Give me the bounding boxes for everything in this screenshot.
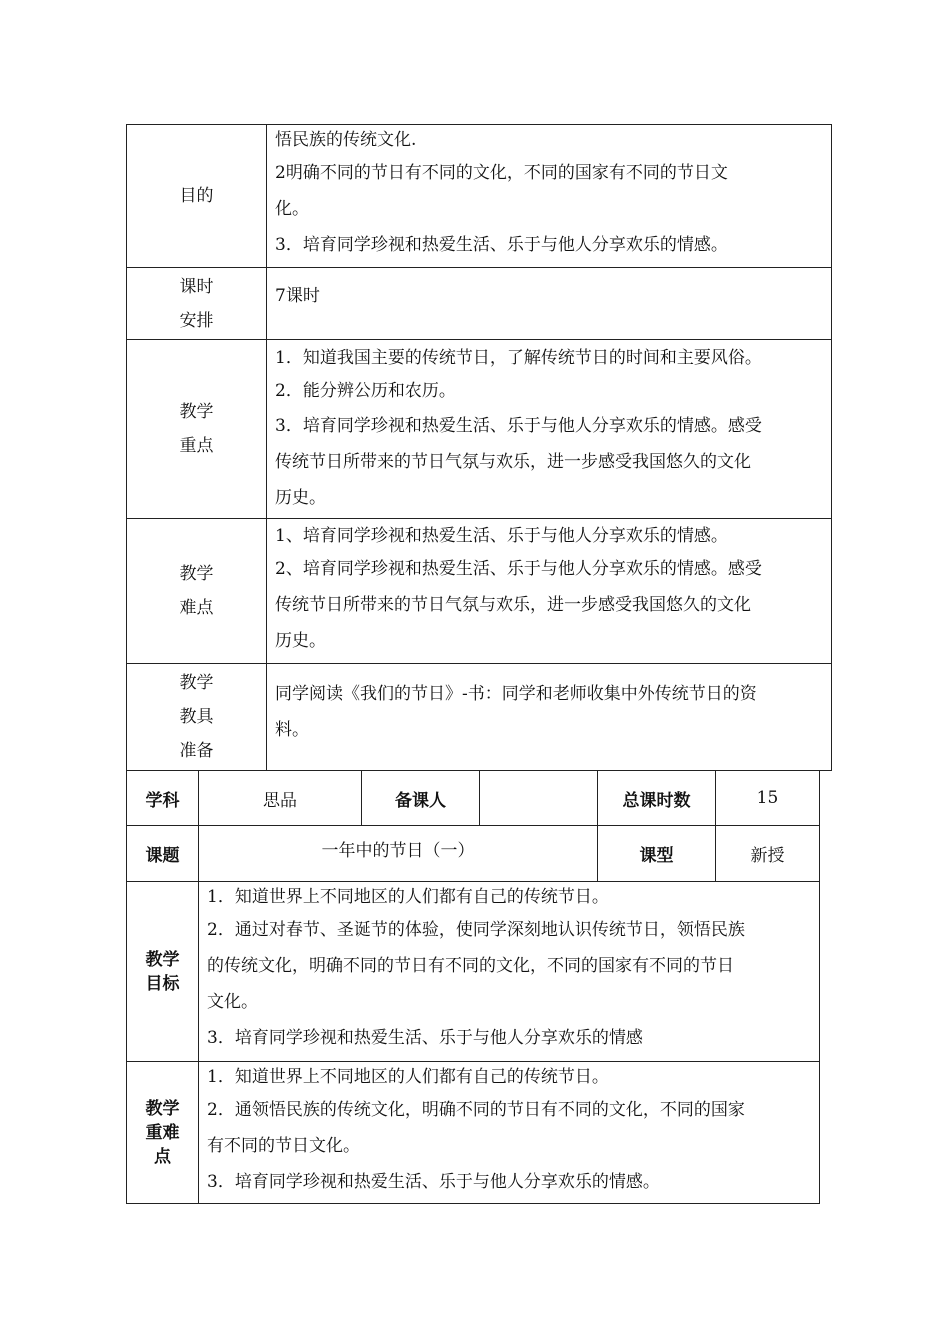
materials-content: 同学阅读《我们的节日》-书：同学和老师收集中外传统节日的资 料。: [267, 664, 832, 771]
table-row: [127, 268, 832, 340]
table-row: [127, 1062, 820, 1204]
key-points-content: 1．知道我国主要的传统节日，了解传统节日的时间和主要风俗。 2．能分辨公历和农历。 3．培育同学珍视和热爱生活、乐于与他人分享欢乐的情感。感受 传统节日所带来的节日气氛与欢乐，进一步感受我国悠久的文化 历史。: [267, 340, 832, 519]
subject-label: 学科: [127, 771, 199, 826]
lesson-plan-table-continued: [126, 124, 832, 771]
table-row: [127, 882, 820, 1062]
schedule-content: 7课时: [267, 268, 832, 340]
type-value: 新授: [716, 826, 820, 882]
topic-value: 一年中的节日（一）: [199, 826, 598, 882]
goals-label: 教学 目标: [127, 882, 199, 1062]
table-row: [127, 519, 832, 664]
table-row: [127, 771, 820, 826]
subject-value: 思品: [199, 771, 362, 826]
total-hours-label: 总课时数: [598, 771, 716, 826]
lesson-header-table: [126, 770, 820, 1204]
table-row: [127, 664, 832, 771]
preparer-label: 备课人: [362, 771, 480, 826]
type-label: 课型: [598, 826, 716, 882]
purpose-content: 悟民族的传统文化. 2明确不同的节日有不同的文化，不同的国家有不同的节日文 化。 3．培育同学珍视和热爱生活、乐于与他人分享欢乐的情感。: [267, 125, 832, 268]
table-row: [127, 826, 820, 882]
row-label-key-points: 教学 重点: [127, 340, 267, 519]
row-label-schedule: 课时 安排: [127, 268, 267, 340]
table-row: [127, 125, 832, 268]
keypoints-content: 1．知道世界上不同地区的人们都有自己的传统节日。 2．通领悟民族的传统文化，明确不同的节日有不同的文化，不同的国家 有不同的节日文化。 3．培育同学珍视和热爱生活、乐于与他人分享欢乐的情感。: [199, 1062, 820, 1204]
total-hours-value: 15: [716, 771, 820, 826]
topic-label: 课题: [127, 826, 199, 882]
row-label-materials: 教学 教具 准备: [127, 664, 267, 771]
keypoints-label: 教学 重难 点: [127, 1062, 199, 1204]
row-label-purpose: 目的: [127, 125, 267, 268]
goals-content: 1．知道世界上不同地区的人们都有自己的传统节日。 2．通过对春节、圣诞节的体验，使同学深刻地认识传统节日，领悟民族 的传统文化，明确不同的节日有不同的文化，不同的国家有不同的节日 文化。 3．培育同学珍视和热爱生活、乐于与他人分享欢乐的情感: [199, 882, 820, 1062]
row-label-difficulties: 教学 难点: [127, 519, 267, 664]
preparer-value: [480, 771, 598, 826]
difficulties-content: 1、培育同学珍视和热爱生活、乐于与他人分享欢乐的情感。 2、培育同学珍视和热爱生活、乐于与他人分享欢乐的情感。感受 传统节日所带来的节日气氛与欢乐，进一步感受我国悠久的文化 历史。: [267, 519, 832, 664]
table-row: [127, 340, 832, 519]
